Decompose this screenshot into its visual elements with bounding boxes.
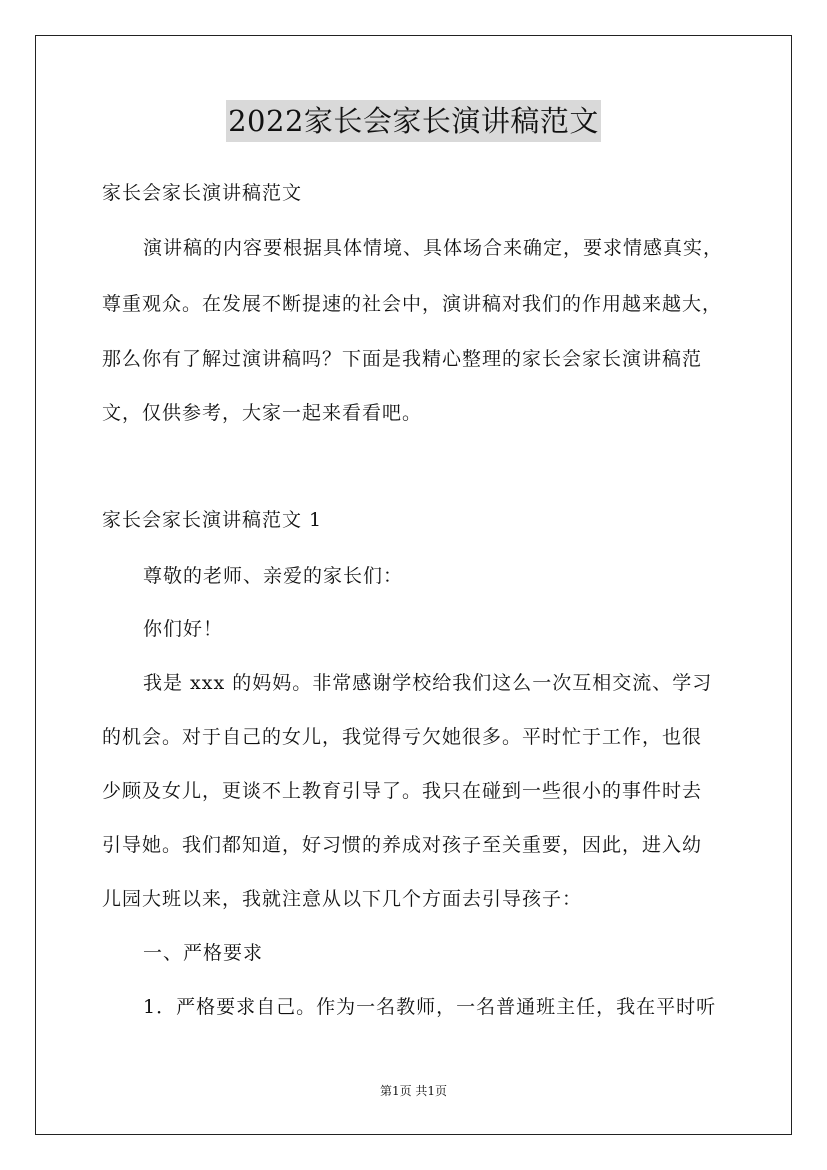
title-container [0,100,827,142]
body-line-3: 少顾及女儿，更谈不上教育引导了。我只在碰到一些很小的事件时去 [102,780,703,802]
document-title: 2022家长会家长演讲稿范文 [226,100,601,142]
intro-line-1: 演讲稿的内容要根据具体情境、具体场合来确定，要求情感真实， [143,237,724,259]
intro-line-4: 文，仅供参考，大家一起来看看吧。 [102,402,423,424]
body-line-1: 我是 xxx 的妈妈。非常感谢学校给我们这么一次互相交流、学习 [143,672,713,694]
body-line-5: 儿园大班以来，我就注意从以下几个方面去引导孩子： [102,888,583,910]
greeting: 尊敬的老师、亲爱的家长们： [143,565,404,587]
intro-line-3: 那么你有了解过演讲稿吗？下面是我精心整理的家长会家长演讲稿范 [102,348,703,370]
page-footer: 第1页 共1页 [379,1084,448,1098]
point-1-line: 1．严格要求自己。作为一名教师，一名普通班主任，我在平时听 [143,996,717,1018]
body-line-4: 引导她。我们都知道，好习惯的养成对孩子至关重要，因此，进入幼 [102,834,703,856]
intro-line-2: 尊重观众。在发展不断提速的社会中，演讲稿对我们的作用越来越大， [102,293,723,315]
hello-line: 你们好！ [143,618,224,640]
document-subtitle: 家长会家长演讲稿范文 [102,182,303,204]
body-line-2: 的机会。对于自己的女儿，我觉得亏欠她很多。平时忙于工作，也很 [102,726,703,748]
point-heading: 一、严格要求 [143,942,264,964]
section-heading: 家长会家长演讲稿范文 1 [102,509,323,531]
